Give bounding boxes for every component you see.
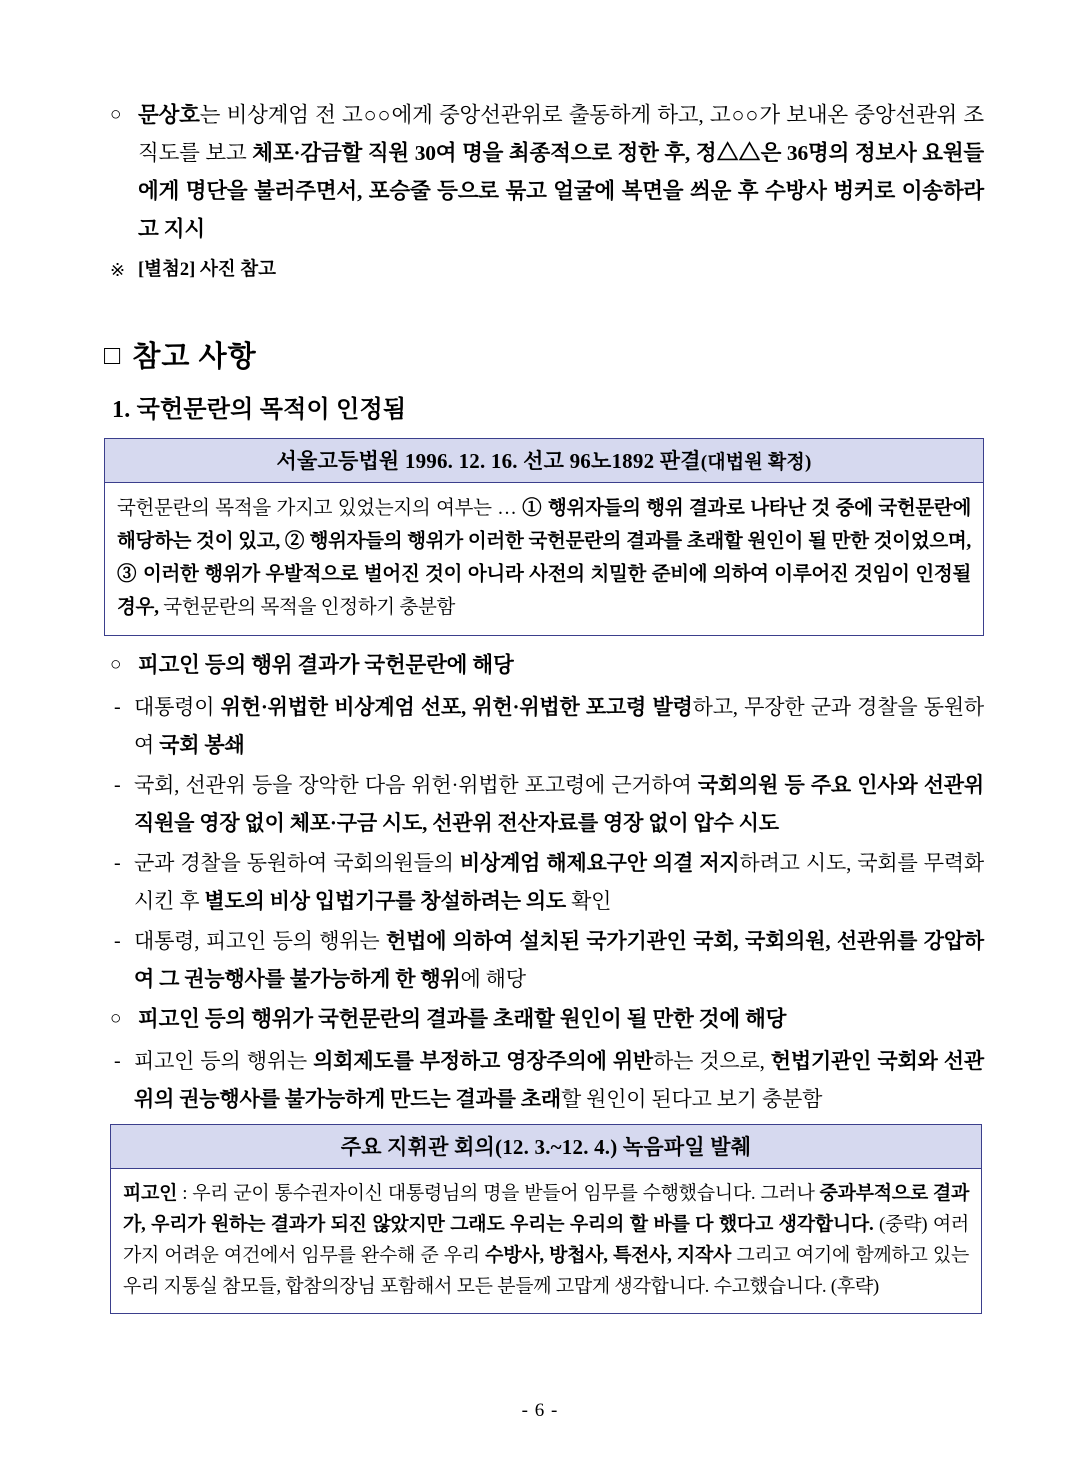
precedent-box-body (105, 483, 983, 635)
meeting-box-body (111, 1169, 981, 1313)
item-6-segment-3: 헌법기관인 국회와 선관위의 권능행사를 불가능하게 만드는 결과를 초래 (134, 1049, 984, 1111)
list-item-text (138, 1000, 984, 1038)
list-item (104, 1000, 984, 1038)
item-1-segment-2: 하고, 무장한 군과 경찰을 동원하여 (134, 695, 984, 757)
reference-mark-icon: ※ (110, 260, 126, 280)
item-3-segment-4: 확인 (566, 889, 612, 913)
attachment-note-text: [별첨2] 사진 참고 (138, 260, 277, 280)
list-item-text (134, 1042, 984, 1118)
precedent-segment-0: 국헌문란의 목적을 가지고 있었는지의 여부는 … (117, 498, 523, 519)
item-6-segment-1: 의회제도를 부정하고 영장주의에 위반 (313, 1049, 653, 1073)
attachment-note (104, 252, 984, 288)
item-4-segment-2: 에 해당 (460, 967, 526, 991)
item-5-segment-0: 피고인 등의 행위가 국헌문란의 결과를 초래할 원인이 될 만한 것에 해당 (138, 1007, 787, 1031)
page-number: - 6 - (521, 1400, 559, 1421)
bullet-dash-icon: - (114, 852, 121, 874)
list-item (104, 844, 984, 920)
meeting-quote-box (110, 1124, 982, 1314)
top-paragraph-segment-2: 체포·감금할 직원 30여 명을 최종적으로 정한 후, 정△△은 36명의 정보사 요원들에게 명단을 불러주면서, 포승줄 등으로 묶고 얼굴에 복면을 씌운 후 수방사 벙커로 이송하라고 지시 (138, 141, 984, 241)
item-1-segment-0: 대통령이 (134, 695, 221, 719)
item-2-segment-1: 국회의원 등 주요 인사와 선관위 직원을 영장 없이 체포·구금 시도, 선관위 전산자료를 영장 없이 압수 시도 (134, 773, 984, 835)
square-bullet-icon: □ (104, 339, 121, 370)
precedent-box-title (105, 439, 983, 483)
list-item-text (134, 688, 984, 764)
meeting-speaker-label: 피고인 (123, 1183, 178, 1204)
list-item (104, 688, 984, 764)
bullet-circle-icon: ○ (110, 1008, 122, 1029)
bullet-dash-icon: - (114, 1050, 121, 1072)
item-0-segment-0: 피고인 등의 행위 결과가 국헌문란에 해당 (138, 653, 514, 677)
list-item (104, 922, 984, 998)
item-3-segment-2: 하려고 시도, 국회를 무력화시킨 후 (134, 851, 984, 913)
list-item-text (134, 766, 984, 842)
subject-name: 문상호 (138, 103, 200, 127)
precedent-case-name: 서울고등법원 1996. 12. 16. 선고 96노1892 판결 (276, 449, 701, 473)
section-heading (104, 334, 984, 375)
item-1-segment-1: 위헌·위법한 비상계엄 선포, 위헌·위법한 포고령 발령 (220, 695, 693, 719)
bullet-dash-icon: - (114, 696, 121, 718)
meeting-segment-3: 수방사, 방첩사, 특전사, 지작사 (485, 1245, 732, 1266)
top-paragraph-segment-1: 는 비상계엄 전 고○○에게 중앙선관위로 출동하게 하고, 고○○가 보내온 중앙선관위 조직도를 보고 (138, 103, 984, 165)
list-item (104, 1042, 984, 1118)
item-2-segment-0: 국회, 선관위 등을 장악한 다음 위헌·위법한 포고령에 근거하여 (134, 773, 698, 797)
section-title: 참고 사항 (132, 341, 257, 373)
item-6-segment-2: 하는 것으로, (653, 1049, 771, 1073)
item-4-segment-1: 헌법에 의하여 설치된 국가기관인 국회, 국회의원, 선관위를 강압하여 그 권능행사를 불가능하게 한 행위 (134, 929, 984, 991)
item-6-segment-4: 할 원인이 된다고 보기 충분함 (560, 1087, 823, 1111)
sub-section-title: 1. 국헌문란의 목적이 인정됨 (112, 397, 407, 423)
item-3-segment-1: 비상계엄 해제요구안 의결 저지 (459, 851, 740, 875)
precedent-quote-box (104, 438, 984, 636)
bullet-dash-icon: - (114, 930, 121, 952)
item-3-segment-0: 군과 경찰을 동원하여 국회의원들의 (134, 851, 460, 875)
top-paragraph (104, 96, 984, 248)
precedent-case-note: (대법원 확정) (700, 452, 812, 473)
meeting-segment-1: 중과부적으로 결과가, 우리가 원하는 결과가 되진 않았지만 그래도 우리는 우리의 할 바를 다 했다고 생각합니다. (123, 1183, 969, 1235)
meeting-box-title: 주요 지휘관 회의(12. 3.~12. 4.) 녹음파일 발췌 (111, 1125, 981, 1169)
page-content (104, 96, 984, 1324)
meeting-segment-0: : 우리 군이 통수권자이신 대통령님의 명을 받들어 임무를 수행했습니다. 그러나 (177, 1183, 820, 1204)
bullet-circle-icon: ○ (110, 104, 122, 125)
list-item-text (138, 646, 984, 684)
meeting-segment-4: 그리고 여기에 함께하고 있는 우리 지통실 참모들, 합참의장님 포함해서 모든 분들께 고맙게 생각합니다. 수고했습니다. (후략) (123, 1245, 969, 1297)
top-paragraph-text (138, 96, 984, 248)
bullet-dash-icon: - (114, 774, 121, 796)
meeting-segment-2: (중략) 여러 가지 어려운 여건에서 임무를 완수해 준 우리 (123, 1214, 969, 1266)
precedent-segment-1: ① 행위자들의 행위 결과로 나타난 것 중에 국헌문란에 해당하는 것이 있고, ② 행위자들의 행위가 이러한 국헌문란의 결과를 초래할 원인이 될 만한 것이었으며, ③ 이러한 행위가 우발적으로 벌어진 것이 아니라 사전의 치밀한 준비에 의하여 이루어진 것임이 인정될 경우, (117, 498, 971, 618)
bullet-circle-icon: ○ (110, 654, 122, 675)
list-item (104, 766, 984, 842)
list-item-text (134, 844, 984, 920)
precedent-segment-2: 국헌문란의 목적을 인정하기 충분함 (158, 597, 456, 618)
item-4-segment-0: 대통령, 피고인 등의 행위는 (134, 929, 387, 953)
item-1-segment-3: 국회 봉쇄 (159, 733, 245, 757)
item-3-segment-3: 별도의 비상 입법기구를 창설하려는 의도 (204, 889, 567, 913)
list-item-text (134, 922, 984, 998)
list-item (104, 646, 984, 684)
item-6-segment-0: 피고인 등의 행위는 (134, 1049, 314, 1073)
